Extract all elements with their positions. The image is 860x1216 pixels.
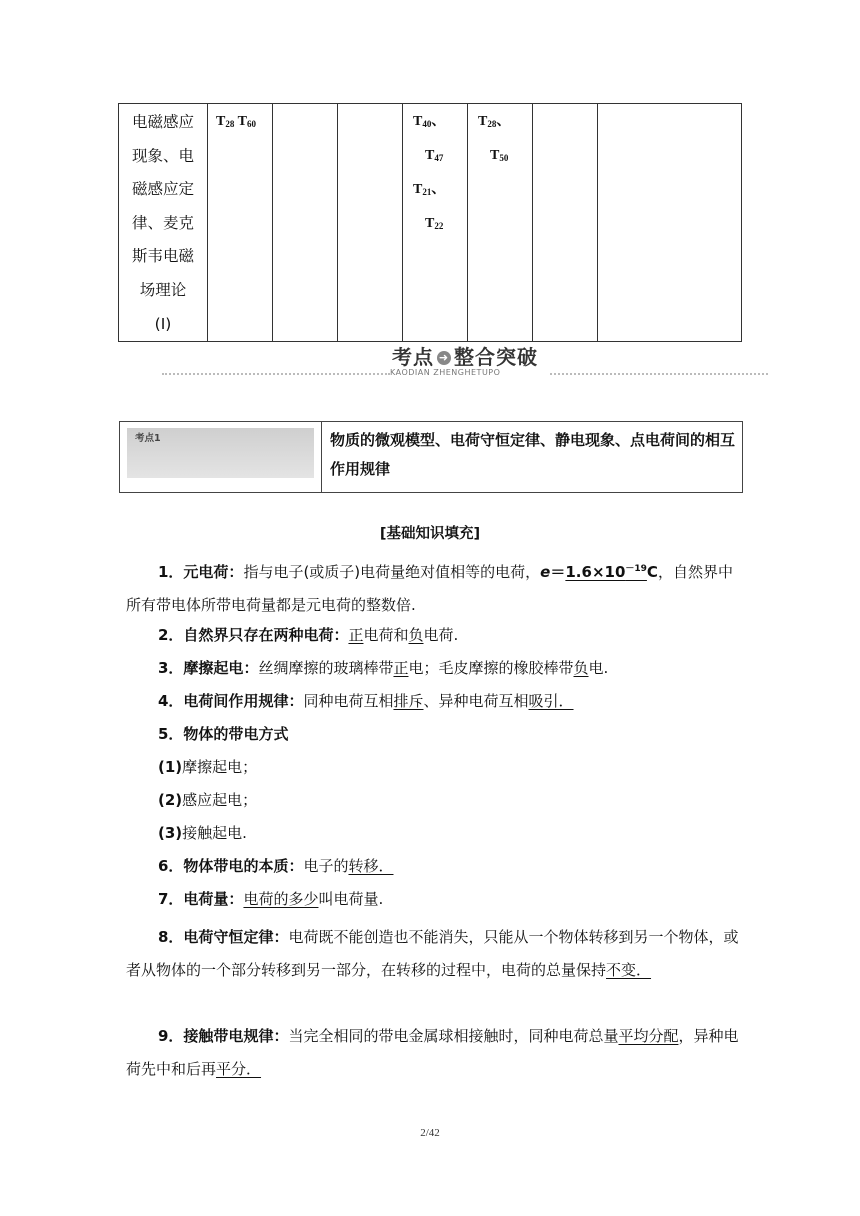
answer-blank: 正 [348, 626, 364, 644]
section-title-b: 整合突破 [454, 345, 538, 369]
item-text: ，异种电荷先中和后再 [126, 1027, 739, 1078]
item-text: 电荷和 [363, 626, 409, 644]
item-lead: 4．电荷间作用规律： [158, 692, 304, 710]
equals-sign: ＝ [550, 563, 566, 581]
item-text: 同种电荷互相 [303, 692, 394, 710]
item-text: 接触起电. [182, 824, 247, 842]
item-6 [126, 850, 740, 883]
topic-line: 电磁感应 [131, 113, 194, 131]
page-number: 2/42 [420, 1127, 440, 1139]
item-text: 电子的 [303, 857, 349, 875]
arrow-icon: ➜ [438, 351, 450, 364]
sub-number: (3) [158, 824, 183, 842]
unit: C [646, 563, 658, 581]
item-9 [126, 1020, 740, 1086]
cell-text: $T_{40}$、 [413, 114, 446, 129]
item-text: 叫电荷量. [318, 890, 384, 908]
section-subtitle: KAODIAN ZHENGHETUPO [390, 368, 501, 377]
table-cell [598, 104, 742, 342]
item-3 [126, 652, 740, 685]
item-lead: 2．自然界只存在两种电荷： [158, 626, 349, 644]
item-5-3 [126, 817, 740, 850]
section-header [120, 338, 770, 380]
answer-value [565, 563, 647, 581]
topic-line: 场理论 [139, 280, 187, 299]
answer-blank: 平均分配 [618, 1027, 679, 1045]
item-text: 电；毛皮摩擦的橡胶棒带 [408, 659, 574, 677]
table-cell [468, 104, 533, 342]
section-heading: [基础知识填充] [379, 526, 481, 542]
item-5-1 [126, 751, 740, 784]
answer-blank: 吸引． [528, 692, 574, 710]
item-lead: 9．接触带电规律： [158, 1027, 289, 1045]
answer-blank: 排斥 [393, 692, 424, 710]
kaodian-label-cell [120, 422, 322, 492]
topic-line: 磁感应定 [131, 180, 194, 199]
item-4 [126, 685, 740, 718]
item-5-2 [126, 784, 740, 817]
topic-line: 律、麦克 [131, 213, 194, 232]
item-text: 当完全相同的带电金属球相接触时，同种电荷总量 [288, 1027, 619, 1045]
item-lead: 6．物体带电的本质： [158, 857, 304, 875]
cell-text: $T_{28}$ $T_{60}$ [216, 114, 256, 129]
answer-blank: 负 [408, 626, 424, 644]
item-lead: 8．电荷守恒定律： [158, 928, 289, 946]
item-text: 摩擦起电； [182, 758, 258, 776]
sub-number: (1) [158, 758, 183, 776]
item-text: ，自然界中所有带电体所带电荷量都是元电荷的整数倍. [126, 563, 733, 614]
sub-number: (2) [158, 791, 183, 809]
answer-blank: 电荷的多少 [243, 890, 319, 908]
table-cell [338, 104, 403, 342]
table-cell [208, 104, 273, 342]
item-text: 电荷. [423, 626, 459, 644]
answer-blank: 正 [393, 659, 409, 677]
answer-blank: 负 [573, 659, 589, 677]
kaodian-tab [127, 428, 314, 478]
item-lead: 5．物体的带电方式 [158, 725, 289, 743]
value-exponent: －19 [625, 564, 647, 574]
item-8 [126, 921, 740, 987]
topic-line: 现象、电 [131, 146, 194, 165]
item-lead: 1．元电荷： [158, 563, 244, 581]
answer-blank: 不变． [606, 961, 652, 979]
dotted-divider [162, 373, 390, 375]
topic-line: (Ⅰ) [154, 314, 172, 333]
item-1 [126, 553, 740, 622]
item-text: 、异种电荷互相 [423, 692, 529, 710]
item-2 [126, 619, 740, 652]
cell-text: $T_{47}$ [425, 148, 444, 163]
item-5 [126, 718, 740, 751]
table-cell [533, 104, 598, 342]
item-text: 电荷既不能创造也不能消失，只能从一个物体转移到另一个物体，或者从物体的一个部分转移到另一部分，在转移的过程中，电荷的总量保持 [126, 928, 739, 979]
exam-table [118, 103, 742, 342]
answer-blank: 平分． [216, 1060, 262, 1078]
kaodian-box [119, 421, 743, 493]
value-mantissa: 1.6×10 [565, 563, 626, 581]
cell-text: $T_{50}$ [490, 148, 509, 163]
section-title [392, 341, 538, 370]
cell-text: $T_{22}$ [425, 216, 444, 231]
symbol-e: e [540, 563, 551, 581]
item-lead: 7．电荷量： [158, 890, 244, 908]
kaodian-label: 考点1 [135, 433, 161, 444]
item-text: 指与电子(或质子)电荷量绝对值相等的电荷， [243, 563, 541, 581]
section-title-a: 考点 [392, 345, 434, 369]
cell-text: $T_{21}$、 [413, 182, 446, 197]
kaodian-title: 物质的微观模型、电荷守恒定律、静电现象、点电荷间的相互作用规律 [330, 431, 736, 478]
table-cell [273, 104, 338, 342]
answer-blank: 转移． [348, 857, 394, 875]
table-cell [403, 104, 468, 342]
item-text: 电. [588, 659, 609, 677]
dotted-divider [550, 373, 768, 375]
item-7 [126, 883, 740, 916]
item-text: 感应起电； [182, 791, 258, 809]
item-lead: 3．摩擦起电： [158, 659, 259, 677]
topic-line: 斯韦电磁 [131, 247, 194, 266]
item-text: 丝绸摩擦的玻璃棒带 [258, 659, 394, 677]
topic-cell [119, 104, 208, 342]
cell-text: $T_{28}$、 [478, 114, 511, 129]
